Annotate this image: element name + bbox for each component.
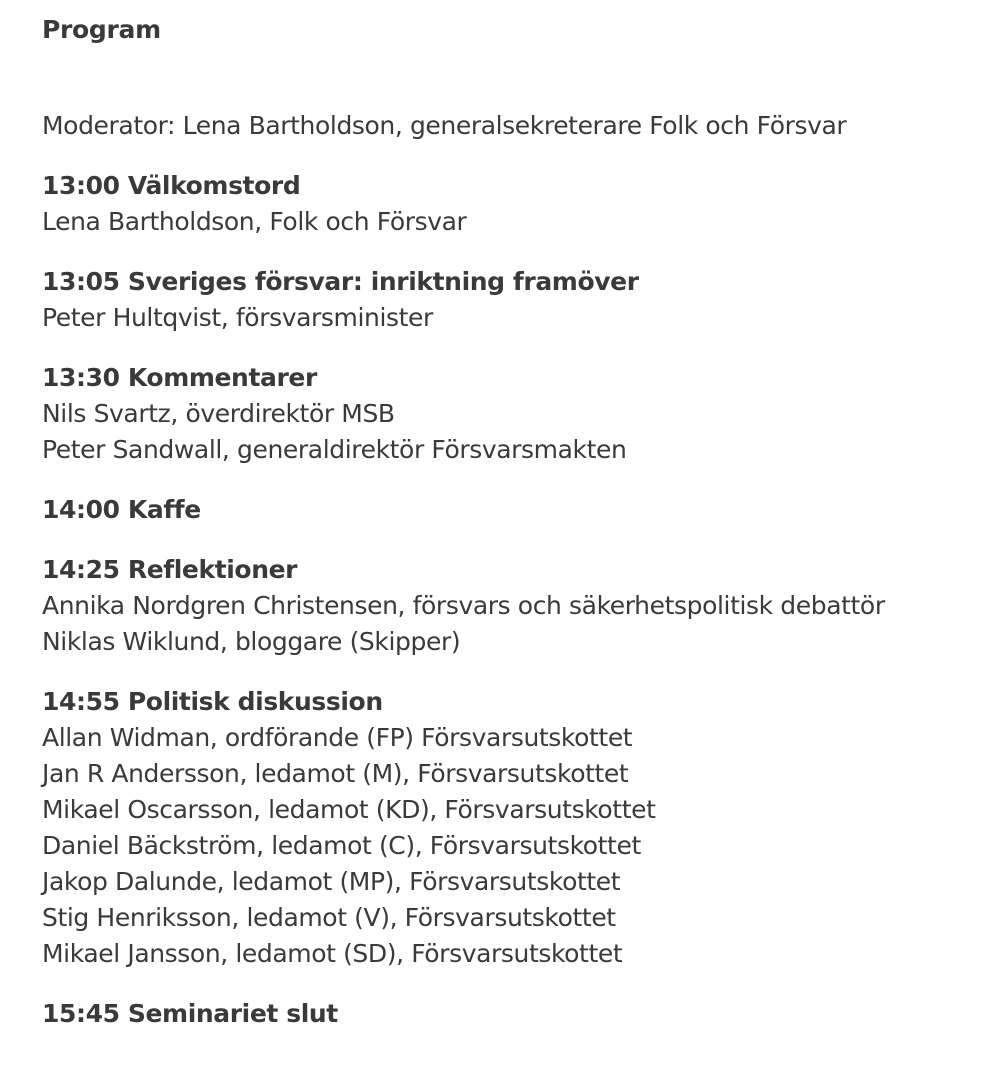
agenda-speaker: Mikael Jansson, ledamot (SD), Försvarsutskottet bbox=[42, 939, 623, 968]
agenda-item-title: 13:05 Sveriges försvar: inriktning framöver bbox=[42, 267, 639, 296]
agenda-item-1400 bbox=[42, 492, 1008, 528]
agenda-speaker: Nils Svartz, överdirektör MSB bbox=[42, 399, 395, 428]
agenda-item-1305 bbox=[42, 264, 1008, 336]
moderator-line: Moderator: Lena Bartholdson, generalsekreterare Folk och Försvar bbox=[42, 111, 847, 140]
agenda-speaker: Mikael Oscarsson, ledamot (KD), Försvarsutskottet bbox=[42, 795, 656, 824]
agenda-speaker: Peter Sandwall, generaldirektör Försvarsmakten bbox=[42, 435, 627, 464]
agenda-item-1425 bbox=[42, 552, 1008, 660]
agenda-item-title: 14:25 Reflektioner bbox=[42, 555, 298, 584]
agenda-speaker: Jan R Andersson, ledamot (M), Försvarsutskottet bbox=[42, 759, 629, 788]
agenda-item-title: 13:30 Kommentarer bbox=[42, 363, 317, 392]
agenda-speaker: Lena Bartholdson, Folk och Försvar bbox=[42, 207, 467, 236]
agenda-item-1330 bbox=[42, 360, 1008, 468]
agenda-speaker: Stig Henriksson, ledamot (V), Försvarsutskottet bbox=[42, 903, 616, 932]
agenda-item-title: 15:45 Seminariet slut bbox=[42, 999, 338, 1028]
agenda-speaker: Annika Nordgren Christensen, försvars och säkerhetspolitisk debattör bbox=[42, 591, 885, 620]
agenda-speaker: Daniel Bäckström, ledamot (C), Försvarsutskottet bbox=[42, 831, 641, 860]
agenda-item-1455 bbox=[42, 684, 1008, 972]
agenda-item-title: 13:00 Välkomstord bbox=[42, 171, 301, 200]
agenda-item-1300 bbox=[42, 168, 1008, 240]
agenda-speaker: Jakop Dalunde, ledamot (MP), Försvarsutskottet bbox=[42, 867, 621, 896]
agenda-speaker: Peter Hultqvist, försvarsminister bbox=[42, 303, 433, 332]
agenda-speaker: Allan Widman, ordförande (FP) Försvarsutskottet bbox=[42, 723, 633, 752]
agenda-item-title: 14:55 Politisk diskussion bbox=[42, 687, 383, 716]
agenda-speaker: Niklas Wiklund, bloggare (Skipper) bbox=[42, 627, 461, 656]
agenda-item-1545 bbox=[42, 996, 1008, 1032]
program-heading: Program bbox=[42, 15, 161, 44]
agenda-item-title: 14:00 Kaffe bbox=[42, 495, 201, 524]
